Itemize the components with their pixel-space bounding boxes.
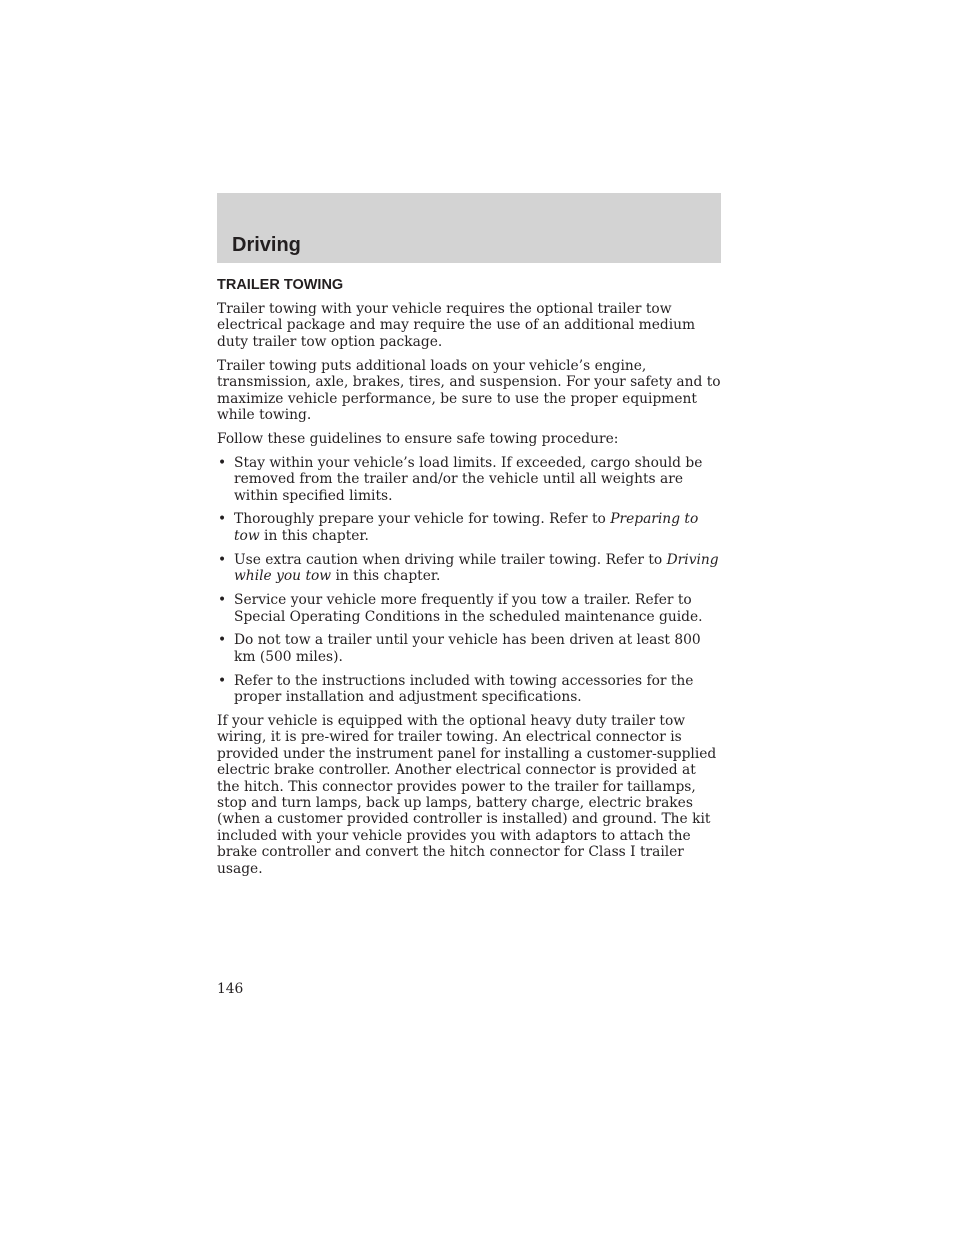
guideline-item-prepare xyxy=(217,511,721,544)
bullet-icon: • xyxy=(218,592,227,609)
cross-reference-preparing-to-tow: Preparing to tow xyxy=(234,511,699,544)
intro-paragraph: Trailer towing with your vehicle requires the optional trailer tow electrical package and may require the use of an additional medium duty trailer tow option package. xyxy=(217,301,696,350)
page-number: 146 xyxy=(217,981,244,997)
section-heading: TRAILER TOWING xyxy=(217,277,344,293)
guideline-item-accessories xyxy=(217,673,721,706)
cross-reference-driving-while-you-tow: Driving while you tow xyxy=(234,551,719,585)
bullet-icon: • xyxy=(218,672,227,689)
bullet-icon: • xyxy=(218,632,227,649)
page-content xyxy=(217,276,721,885)
wiring-paragraph: If your vehicle is equipped with the optional heavy duty trailer tow wiring, it is pre-wired for trailer towing. An electrical connector is provided under the instrument panel for installing a customer-supplied electric brake controller. Another electrical connector is provided at the hitch. This connector provides power to the trailer for taillamps, stop and turn lamps, back up lamps, battery charge, electric brakes (when a customer provided controller is installed) and ground. The kit included with your vehicle provides you with adaptors to attach the brake controller and convert the hitch connector for Class I trailer usage. xyxy=(217,713,717,877)
guideline-text: Use extra caution when driving while trailer towing. Refer to xyxy=(234,551,667,568)
guideline-item-caution xyxy=(217,552,721,585)
chapter-header-band xyxy=(217,193,721,263)
guidelines-list xyxy=(217,455,721,706)
guidelines-intro: Follow these guidelines to ensure safe towing procedure: xyxy=(217,430,619,447)
guideline-text-suffix: in this chapter. xyxy=(259,527,369,544)
bullet-icon: • xyxy=(218,551,227,568)
bullet-icon: • xyxy=(218,511,227,528)
guideline-text: Service your vehicle more frequently if you tow a trailer. Refer to Special Operating Conditions in the scheduled maintenance guide. xyxy=(234,592,703,625)
guideline-text: Do not tow a trailer until your vehicle has been driven at least 800 km (500 miles). xyxy=(234,632,701,665)
bullet-icon: • xyxy=(218,454,227,471)
guideline-text: Stay within your vehicle’s load limits. If exceeded, cargo should be removed from the trailer and/or the vehicle until all weights are within specified limits. xyxy=(234,454,703,504)
guideline-item-break-in xyxy=(217,632,721,665)
chapter-title: Driving xyxy=(232,234,301,256)
guideline-item-service xyxy=(217,592,721,625)
loads-paragraph: Trailer towing puts additional loads on your vehicle’s engine, transmission, axle, brakes, tires, and suspension. For your safety and to maximize vehicle performance, be sure to use the proper equipment while towing. xyxy=(217,357,721,423)
guideline-text: Refer to the instructions included with towing accessories for the proper installation and adjustment specifications. xyxy=(234,672,694,706)
guideline-text-suffix: in this chapter. xyxy=(331,568,441,585)
guideline-text: Thoroughly prepare your vehicle for towing. Refer to xyxy=(234,511,611,528)
guideline-item-load-limits xyxy=(217,455,721,504)
